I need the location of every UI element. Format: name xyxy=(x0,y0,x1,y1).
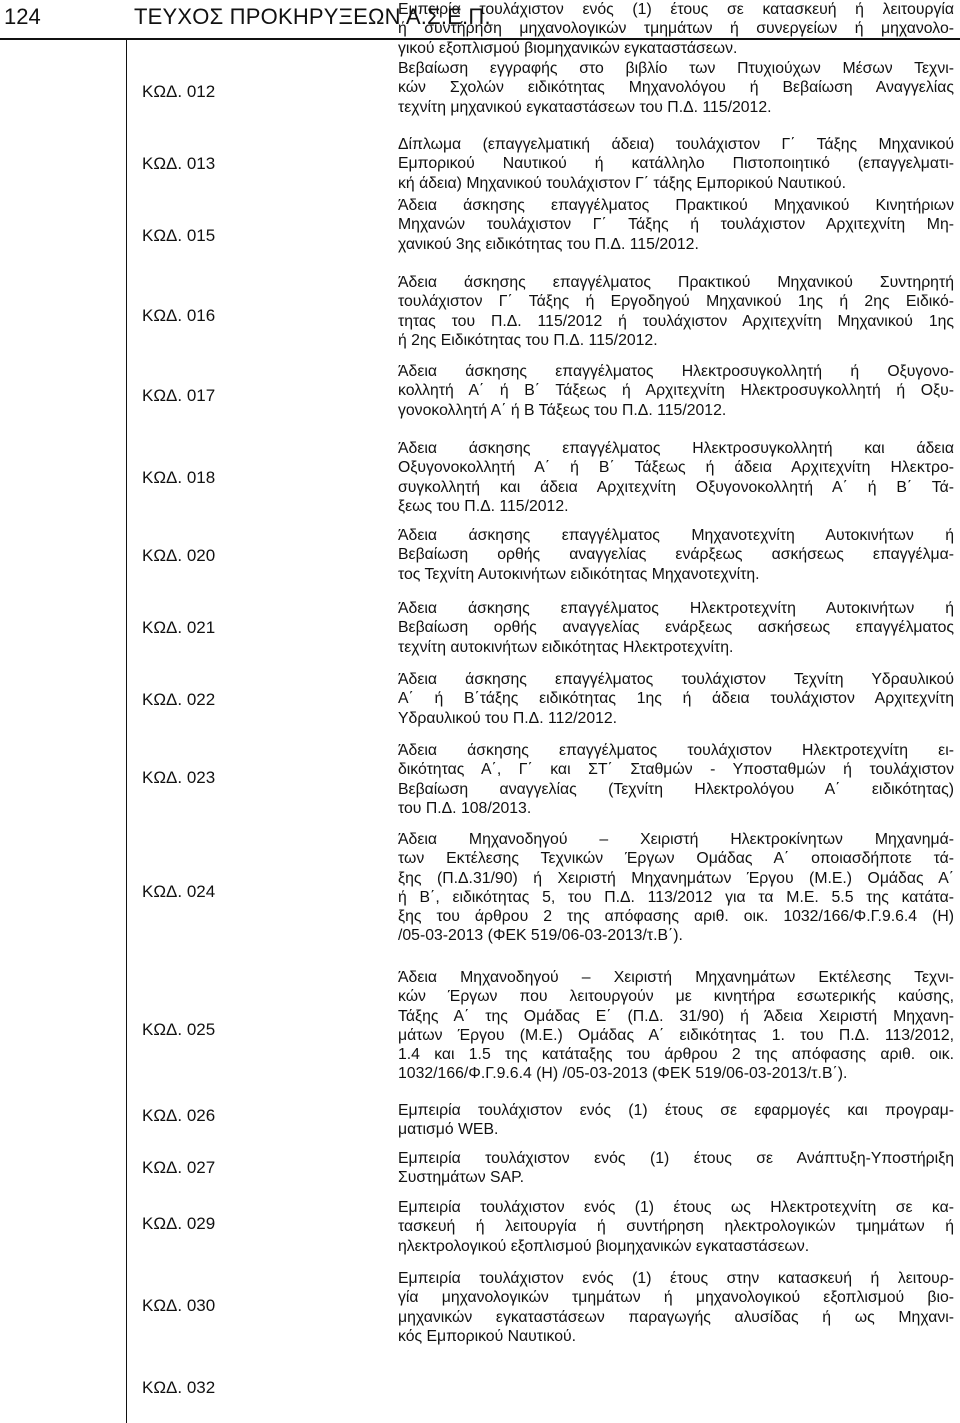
code-column xyxy=(130,0,260,1423)
requirement-line: κών Σχολών ειδικότητας Μηχανολόγου ή Βεβαίωση Αναγγελίας xyxy=(398,79,954,97)
requirement-line: Οξυγονοκολλητή Α΄ ή Β΄ Τάξεως ή άδεια Αρχιτεχνίτη Ηλεκτρο- xyxy=(398,459,954,477)
requirement-line: Άδεια άσκησης επαγγέλματος Μηχανοτεχνίτη Αυτοκινήτων ή xyxy=(398,527,954,544)
requirement-entry xyxy=(398,0,954,58)
code-label: ΚΩΔ. 022 xyxy=(142,690,216,709)
requirement-line: Εμπορικού Ναυτικού ή κατάλληλο Πιστοποιητικό (επαγγελματι- xyxy=(398,155,954,173)
requirement-line: του Π.Δ. 108/2013. xyxy=(398,799,532,817)
requirement-entry xyxy=(398,273,954,350)
requirement-entry xyxy=(398,439,954,516)
requirement-entry xyxy=(398,599,954,657)
requirement-line: Άδεια άσκησης επαγγέλματος Πρακτικού Μηχανικού Συντηρητή xyxy=(398,274,954,291)
requirement-line: γικού εξοπλισμού βιομηχανικών εγκαταστάσεων. xyxy=(398,39,738,57)
requirement-entry xyxy=(398,1198,954,1256)
requirement-line: κολλητή Α΄ ή Β΄ Τάξεως ή Αρχιτεχνίτη Ηλεκτροσυγκολλητή ή Οξυ- xyxy=(398,382,954,400)
requirement-entry xyxy=(398,1269,954,1346)
code-label: ΚΩΔ. 017 xyxy=(142,386,216,405)
requirement-entry xyxy=(398,670,954,728)
code-label: ΚΩΔ. 027 xyxy=(142,1158,216,1177)
requirement-line: Μηχανών τουλάχιστον Γ΄ Τάξης ή τουλάχιστον Αρχιτεχνίτη Μη- xyxy=(398,216,954,234)
requirement-line: Βεβαίωση ορθής αναγγελίας ενάρξεως ασκήσεως επαγγέλματος xyxy=(398,619,954,637)
requirement-entry xyxy=(398,741,954,818)
requirement-line: ηλεκτρολογικού εξοπλισμού βιομηχανικών εγκαταστάσεων. xyxy=(398,1237,810,1255)
requirement-line: Υδραυλικού του Π.Δ. 112/2012. xyxy=(398,709,618,727)
requirement-line: ξης του άρθρου 2 της απόφασης αριθ. οικ. 1032/166/Φ.Γ.9.6.4 (Η) xyxy=(398,908,954,926)
code-label: ΚΩΔ. 016 xyxy=(142,306,216,325)
code-label: ΚΩΔ. 013 xyxy=(142,154,216,173)
requirement-line: κή άδεια) Μηχανικού τουλάχιστον Γ΄ τάξης Εμπορικού Ναυτικού. xyxy=(398,174,846,192)
code-label: ΚΩΔ. 018 xyxy=(142,468,216,487)
column-divider xyxy=(126,40,127,1423)
requirement-line: ή 2ης Ειδικότητας του Π.Δ. 115/2012. xyxy=(398,331,658,349)
code-label: ΚΩΔ. 024 xyxy=(142,882,216,901)
requirement-line: Άδεια άσκησης επαγγέλματος Ηλεκτροτεχνίτη Αυτοκινήτων ή xyxy=(398,600,954,617)
requirement-entry xyxy=(398,196,954,254)
requirement-line: Εμπειρία τουλάχιστον ενός (1) έτους σε Ανάπτυξη-Υποστήριξη xyxy=(398,1150,954,1167)
requirement-line: ξης (Π.Δ.31/90) ή Χειριστή Μηχανημάτων Έργου (Μ.Ε.) Ομάδας Α΄ xyxy=(398,869,954,887)
requirement-line: μάτων Έργου (Μ.Ε.) Ομάδας Α΄ ειδικότητας 1. του Π.Δ. 113/2012, xyxy=(398,1026,954,1044)
requirement-line: γία μηχανολογικών τμημάτων ή μηχανολογικού εξοπλισμού βιο- xyxy=(398,1289,954,1307)
requirement-line: τεχνίτη μηχανικού εγκαταστάσεων του Π.Δ. 115/2012. xyxy=(398,98,772,116)
requirement-line: γονοκολλητή Α΄ ή Β Τάξεως του Π.Δ. 115/2012. xyxy=(398,401,727,419)
code-label: ΚΩΔ. 012 xyxy=(142,82,216,101)
requirement-line: Συστημάτων SAP. xyxy=(398,1169,525,1187)
requirement-entry xyxy=(398,1101,954,1140)
requirement-line: Δίπλωμα (επαγγελματική άδεια) τουλάχιστον Γ΄ Τάξης Μηχανικού xyxy=(398,136,954,153)
requirement-line: Βεβαίωση ορθής αναγγελίας ενάρξεως ασκήσεως επαγγέλμα- xyxy=(398,546,954,564)
requirement-line: κών Έργων που λειτουργούν με κινητήρα εσωτερικής καύσης, xyxy=(398,988,954,1006)
code-label: ΚΩΔ. 025 xyxy=(142,1020,216,1039)
requirement-line: Εμπειρία τουλάχιστον ενός (1) έτους ως Ηλεκτροτεχνίτη σε κα- xyxy=(398,1199,954,1216)
requirement-line: Εμπειρία τουλάχιστον ενός (1) έτους σε κατασκευή ή λειτουργία xyxy=(398,1,954,18)
requirement-entry xyxy=(398,362,954,420)
requirement-line: Εμπειρία τουλάχιστον ενός (1) έτους σε εφαρμογές και προγραμ- xyxy=(398,1102,954,1119)
code-label: ΚΩΔ. 023 xyxy=(142,768,216,787)
requirement-line: Βεβαίωση αναγγελίας (Τεχνίτη Ηλεκτρολόγου Α΄ ειδικότητας) xyxy=(398,780,954,798)
requirement-line: δικότητας Α΄, Γ΄ και ΣΤ΄ Σταθμών - Υποσταθμών ή τουλάχιστον xyxy=(398,761,954,779)
requirement-line: ή Β΄, ειδικότητας 5, του Π.Δ. 113/2012 για τα Μ.Ε. 5.5 της κατάτα- xyxy=(398,888,954,906)
requirement-line: /05-03-2013 (ΦΕΚ 519/06-03-2013/τ.Β΄). xyxy=(398,927,683,945)
code-label: ΚΩΔ. 029 xyxy=(142,1214,216,1233)
issue-title: ΤΕΥΧΟΣ ΠΡΟΚΗΡΥΞΕΩΝ Α.Σ.Ε.Π. xyxy=(134,4,491,29)
requirement-entry xyxy=(398,59,954,117)
requirement-line: Άδεια άσκησης επαγγέλματος Πρακτικού Μηχανικού Κινητήριων xyxy=(398,197,954,214)
requirement-line: Άδεια άσκησης επαγγέλματος τουλάχιστον Τεχνίτη Υδραυλικού xyxy=(398,671,954,688)
requirement-line: τεχνίτη αυτοκινήτων ειδικότητας Ηλεκτροτεχνίτη. xyxy=(398,638,734,656)
requirement-line: συγκολλητή και άδεια Αρχιτεχνίτη Οξυγονοκολλητή Α΄ ή Β΄ Τά- xyxy=(398,478,954,496)
requirement-line: ματισμό WEB. xyxy=(398,1121,499,1139)
requirement-line: τασκευή ή λειτουργία ή συντήρηση ηλεκτρολογικών τμημάτων ή xyxy=(398,1218,954,1236)
requirement-line: Άδεια Μηχανοδηγού – Χειριστή Ηλεκτροκίνητων Μηχανημά- xyxy=(398,831,954,848)
code-label: ΚΩΔ. 015 xyxy=(142,226,216,245)
requirement-line: μηχανικών εγκαταστάσεων παραγωγής αλυσίδας ή ως Μηχανι- xyxy=(398,1308,954,1326)
page-number: 124 xyxy=(4,4,41,29)
requirement-line: Άδεια άσκησης επαγγέλματος τουλάχιστον Ηλεκτροτεχνίτη ει- xyxy=(398,742,954,759)
requirement-line: 1032/166/Φ.Γ.9.6.4 (Η) /05-03-2013 (ΦΕΚ 519/06-03-2013/τ.Β΄). xyxy=(398,1065,848,1083)
code-label: ΚΩΔ. 020 xyxy=(142,546,216,565)
requirement-line: Άδεια άσκησης επαγγέλματος Ηλεκτροσυγκολλητή και άδεια xyxy=(398,440,954,457)
requirement-line: Εμπειρία τουλάχιστον ενός (1) έτους στην κατασκευή ή λειτουρ- xyxy=(398,1270,954,1287)
requirement-entry xyxy=(398,135,954,193)
requirement-line: Άδεια άσκησης επαγγέλματος Ηλεκτροσυγκολλητή ή Οξυγονο- xyxy=(398,363,954,380)
requirement-line: τητας του Π.Δ. 115/2012 ή τουλάχιστον Αρχιτεχνίτη Μηχανικού 1ης xyxy=(398,312,954,330)
requirement-line: Α΄ ή Β΄τάξης ειδικότητας 1ης ή άδεια τουλάχιστον Αρχιτεχνίτη xyxy=(398,690,954,708)
code-label: ΚΩΔ. 032 xyxy=(142,1378,216,1397)
requirement-line: τουλάχιστον Γ΄ Τάξης ή Εργοδηγού Μηχανικού 1ης ή 2ης Ειδικό- xyxy=(398,293,954,311)
requirement-line: ή συντήρηση μηχανολογικών τμημάτων ή συνεργείων ή μηχανολο- xyxy=(398,20,954,38)
requirement-line: των Εκτέλεσης Τεχνικών Έργων Ομάδας Α΄ οποιασδήποτε τά- xyxy=(398,850,954,868)
requirement-entry xyxy=(398,968,954,1084)
requirement-entry xyxy=(398,526,954,584)
requirement-line: τος Τεχνίτη Αυτοκινήτων ειδικότητας Μηχανοτεχνίτη. xyxy=(398,565,760,583)
requirement-line: κός Εμπορικού Ναυτικού. xyxy=(398,1327,577,1345)
requirement-line: ξεως του Π.Δ. 115/2012. xyxy=(398,497,569,515)
requirement-line: Τάξης Α΄ της Ομάδας Ε΄ (Π.Δ. 31/90) ή Άδεια Χειριστή Μηχανη- xyxy=(398,1007,954,1025)
requirement-line: 1.4 και 1.5 της κατάταξης του άρθρου 2 της απόφασης αριθ. οικ. xyxy=(398,1046,954,1064)
requirement-entry xyxy=(398,1149,954,1188)
requirement-line: Βεβαίωση εγγραφής στο βιβλίο των Πτυχιούχων Μέσων Τεχνι- xyxy=(398,60,954,77)
code-label: ΚΩΔ. 030 xyxy=(142,1296,216,1315)
requirement-line: Άδεια Μηχανοδηγού – Χειριστή Μηχανημάτων Εκτέλεσης Τεχνι- xyxy=(398,969,954,986)
code-label: ΚΩΔ. 021 xyxy=(142,618,216,637)
requirement-line: χανικού 3ης ειδικότητας του Π.Δ. 115/2012. xyxy=(398,235,699,253)
code-label: ΚΩΔ. 026 xyxy=(142,1106,216,1125)
requirement-entry xyxy=(398,830,954,946)
